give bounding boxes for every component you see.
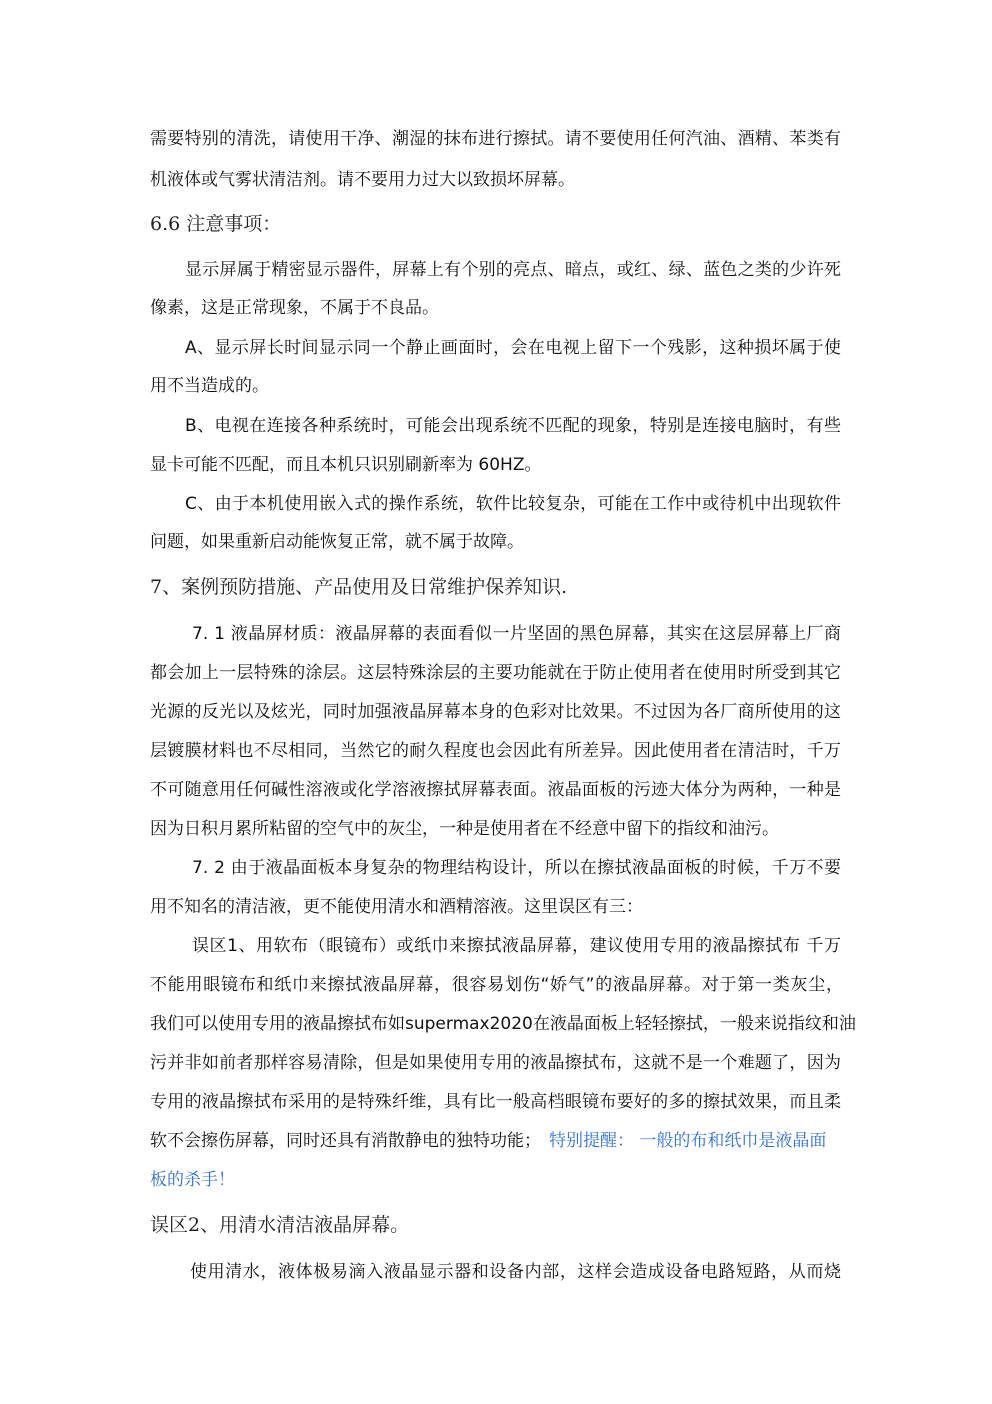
paragraph-text: 软不会擦伤屏幕，同时还具有消散静电的独特功能； (150, 1131, 541, 1151)
paragraph-line: 使用清水，液体极易滴入液晶显示器和设备内部，这样会造成设备电路短路，从而烧 (190, 1262, 841, 1282)
paragraph-line: 不能用眼镜布和纸巾来擦拭液晶屏幕，很容易划伤“娇气”的液晶屏幕。对于第一类灰尘， (150, 975, 843, 995)
paragraph-line: 用不当造成的。 (150, 376, 269, 396)
paragraph-line: 显示屏属于精密显示器件，屏幕上有个别的亮点、暗点，或红、绿、蓝色之类的少许死 (185, 260, 841, 280)
paragraph-line: C、由于本机使用嵌入式的操作系统，软件比较复杂，可能在工作中或待机中出现软件 (185, 494, 841, 514)
paragraph-line: 显卡可能不匹配，而且本机只识别刷新率为 60HZ。 (150, 455, 542, 475)
paragraph-line: 问题，如果重新启动能恢复正常，就不属于故障。 (150, 532, 524, 552)
paragraph-line: 光源的反光以及炫光，同时加强液晶屏幕本身的色彩对比效果。不过因为各厂商所使用的这 (150, 702, 841, 722)
paragraph-line: 误区1、用软布（眼镜布）或纸巾来擦拭液晶屏幕，建议使用专用的液晶擦拭布 千万 (192, 936, 841, 956)
paragraph-line: 7. 2 由于液晶面板本身复杂的物理结构设计，所以在擦拭液晶面板的时候，千万不要 (192, 858, 841, 878)
paragraph-line: 7. 1 液晶屏材质：液晶屏幕的表面看似一片坚固的黑色屏幕，其实在这层屏幕上厂商 (192, 624, 841, 644)
paragraph-line: 机液体或气雾状清洁剂。请不要用力过大以致损坏屏幕。 (150, 170, 575, 190)
paragraph-line: 污并非如前者那样容易清除，但是如果使用专用的液晶擦拭布，这就不是一个难题了，因为 (150, 1053, 841, 1073)
paragraph-line (150, 1130, 826, 1152)
paragraph-line: 我们可以使用专用的液晶擦拭布如supermax2020在液晶面板上轻轻擦拭，一般来说指纹和油 (150, 1014, 856, 1034)
paragraph-line: B、电视在连接各种系统时，可能会出现系统不匹配的现象，特别是连接电脑时，有些 (185, 416, 841, 436)
section-heading-7: 7、案例预防措施、产品使用及日常维护保养知识. (150, 576, 568, 598)
paragraph-line: 用不知名的清洁液，更不能使用清水和酒精溶液。这里误区有三： (150, 897, 643, 917)
paragraph-line: 不可随意用任何碱性溶液或化学溶液擦拭屏幕表面。液晶面板的污迹大体分为两种，一种是 (150, 780, 841, 800)
paragraph-line: A、显示屏长时间显示同一个静止画面时，会在电视上留下一个残影，这种损坏属于使 (185, 338, 841, 358)
highlight-warning-continued: 板的杀手！ (150, 1170, 235, 1190)
paragraph-line: 因为日积月累所粘留的空气中的灰尘，一种是使用者在不经意中留下的指纹和油污。 (150, 819, 779, 839)
paragraph-line: 需要特别的清洗，请使用干净、潮湿的抹布进行擦拭。请不要使用任何汽油、酒精、苯类有 (150, 129, 841, 149)
section-heading-6-6: 6.6 注意事项： (150, 213, 282, 235)
paragraph-line: 像素，这是正常现象，不属于不良品。 (150, 298, 439, 318)
paragraph-line: 层镀膜材料也不尽相同，当然它的耐久程度也会因此有所差异。因此使用者在清洁时，千万 (150, 741, 841, 761)
paragraph-line: 专用的液晶擦拭布采用的是特殊纤维，具有比一般高档眼镜布要好的多的擦拭效果，而且柔 (150, 1092, 841, 1112)
section-heading-misconception-2: 误区2、用清水清洁液晶屏幕。 (150, 1214, 410, 1236)
paragraph-line: 都会加上一层特殊的涂层。这层特殊涂层的主要功能就在于防止使用者在使用时所受到其它 (150, 663, 841, 683)
highlight-warning: 特别提醒： 一般的布和纸巾是液晶面 (549, 1131, 827, 1151)
